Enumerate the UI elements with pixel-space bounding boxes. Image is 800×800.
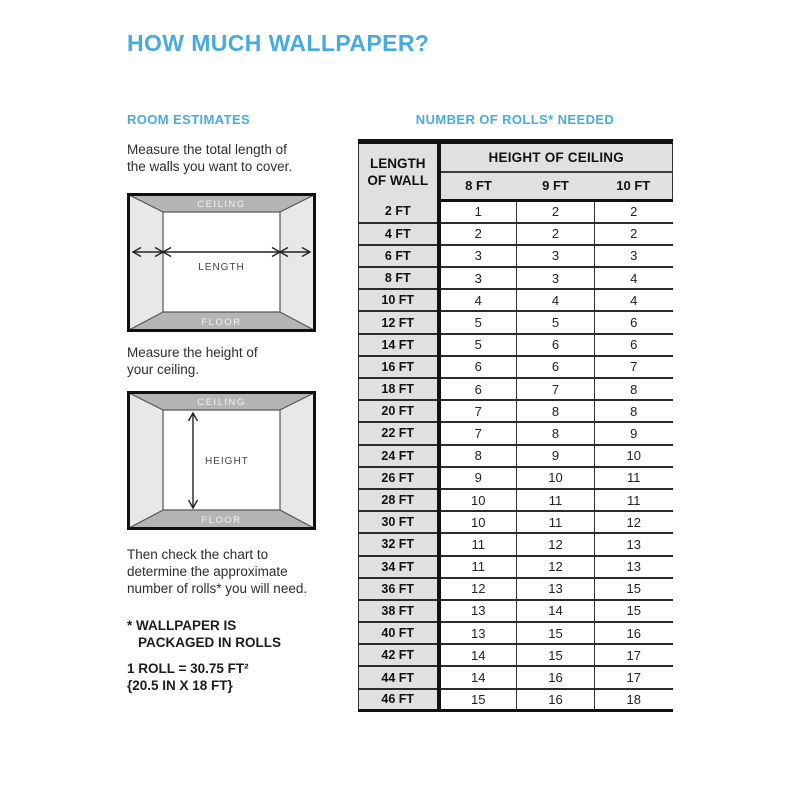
rolls-9ft-cell: 6 bbox=[517, 334, 595, 356]
rolls-9ft-cell: 5 bbox=[517, 311, 595, 333]
text-line: Measure the total length of bbox=[127, 142, 287, 157]
rolls-9ft-cell: 15 bbox=[517, 644, 595, 666]
wall-length-cell: 10 FT bbox=[359, 289, 439, 311]
rolls-10ft-cell: 9 bbox=[595, 422, 673, 444]
wall-length-cell: 16 FT bbox=[359, 356, 439, 378]
ceiling-9ft-header: 9 FT bbox=[517, 172, 595, 201]
wall-length-cell: 36 FT bbox=[359, 578, 439, 600]
wall-length-cell: 18 FT bbox=[359, 378, 439, 400]
rolls-8ft-cell: 11 bbox=[439, 556, 517, 578]
rolls-8ft-cell: 3 bbox=[439, 267, 517, 289]
wall-length-cell: 28 FT bbox=[359, 489, 439, 511]
left-wall-panel bbox=[129, 195, 163, 330]
rolls-8ft-cell: 5 bbox=[439, 311, 517, 333]
page-title: HOW MUCH WALLPAPER? bbox=[127, 30, 430, 56]
wall-length-cell: 24 FT bbox=[359, 445, 439, 467]
rolls-8ft-cell: 13 bbox=[439, 600, 517, 622]
wall-length-cell: 20 FT bbox=[359, 400, 439, 422]
text-line: {20.5 IN X 18 FT} bbox=[127, 678, 233, 693]
ceiling-label: CEILING bbox=[197, 199, 246, 210]
wall-length-cell: 30 FT bbox=[359, 511, 439, 533]
rolls-9ft-cell: 2 bbox=[517, 201, 595, 223]
table-row bbox=[359, 511, 673, 533]
table-row bbox=[359, 689, 673, 711]
table-row bbox=[359, 422, 673, 444]
rolls-9ft-cell: 15 bbox=[517, 622, 595, 644]
wall-length-cell: 44 FT bbox=[359, 666, 439, 688]
height-of-ceiling-header: HEIGHT OF CEILING bbox=[439, 142, 673, 172]
rolls-10ft-cell: 2 bbox=[595, 223, 673, 245]
rolls-9ft-cell: 9 bbox=[517, 445, 595, 467]
rolls-8ft-cell: 10 bbox=[439, 489, 517, 511]
instruction-measure-height bbox=[127, 344, 367, 378]
rolls-10ft-cell: 13 bbox=[595, 533, 673, 555]
rolls-10ft-cell: 4 bbox=[595, 267, 673, 289]
wall-length-cell: 34 FT bbox=[359, 556, 439, 578]
rolls-8ft-cell: 8 bbox=[439, 445, 517, 467]
wall-length-cell: 40 FT bbox=[359, 622, 439, 644]
left-wall-panel bbox=[129, 393, 163, 528]
wall-length-cell: 8 FT bbox=[359, 267, 439, 289]
rolls-10ft-cell: 13 bbox=[595, 556, 673, 578]
rolls-9ft-cell: 14 bbox=[517, 600, 595, 622]
rolls-9ft-cell: 11 bbox=[517, 489, 595, 511]
rolls-10ft-cell: 17 bbox=[595, 666, 673, 688]
rolls-8ft-cell: 1 bbox=[439, 201, 517, 223]
rolls-needed-table bbox=[358, 139, 673, 712]
room-length-diagram bbox=[127, 193, 316, 332]
rolls-9ft-cell: 3 bbox=[517, 267, 595, 289]
rolls-10ft-cell: 18 bbox=[595, 689, 673, 711]
rolls-10ft-cell: 4 bbox=[595, 289, 673, 311]
table-title: NUMBER OF ROLLS* NEEDED bbox=[415, 112, 615, 127]
rolls-9ft-cell: 7 bbox=[517, 378, 595, 400]
wall-length-cell: 42 FT bbox=[359, 644, 439, 666]
wall-length-cell: 46 FT bbox=[359, 689, 439, 711]
wall-length-cell: 6 FT bbox=[359, 245, 439, 267]
rolls-10ft-cell: 15 bbox=[595, 578, 673, 600]
ceiling-10ft-header: 10 FT bbox=[595, 172, 673, 201]
ceiling-8ft-header: 8 FT bbox=[439, 172, 517, 201]
roll-size-note bbox=[127, 660, 367, 694]
rolls-8ft-cell: 10 bbox=[439, 511, 517, 533]
instruction-check-chart bbox=[127, 546, 367, 597]
table-row bbox=[359, 400, 673, 422]
floor-label: FLOOR bbox=[201, 317, 242, 328]
wall-length-cell: 12 FT bbox=[359, 311, 439, 333]
section-title-room-estimates: ROOM ESTIMATES bbox=[127, 112, 251, 127]
table-row bbox=[359, 600, 673, 622]
wall-length-cell: 4 FT bbox=[359, 223, 439, 245]
table-row bbox=[359, 666, 673, 688]
table-row bbox=[359, 245, 673, 267]
text-line: Then check the chart to bbox=[127, 547, 269, 562]
ceiling-label: CEILING bbox=[197, 397, 246, 408]
rolls-9ft-cell: 3 bbox=[517, 245, 595, 267]
rolls-8ft-cell: 5 bbox=[439, 334, 517, 356]
rolls-10ft-cell: 16 bbox=[595, 622, 673, 644]
table-row bbox=[359, 334, 673, 356]
rolls-8ft-cell: 9 bbox=[439, 467, 517, 489]
table-row bbox=[359, 289, 673, 311]
wall-length-cell: 26 FT bbox=[359, 467, 439, 489]
rolls-10ft-cell: 7 bbox=[595, 356, 673, 378]
text-line: 1 ROLL = 30.75 FT² bbox=[127, 661, 249, 676]
table-row bbox=[359, 378, 673, 400]
rolls-9ft-cell: 16 bbox=[517, 689, 595, 711]
rolls-9ft-cell: 11 bbox=[517, 511, 595, 533]
rolls-9ft-cell: 8 bbox=[517, 422, 595, 444]
rolls-9ft-cell: 4 bbox=[517, 289, 595, 311]
rolls-8ft-cell: 13 bbox=[439, 622, 517, 644]
table-row bbox=[359, 578, 673, 600]
table-row bbox=[359, 267, 673, 289]
rolls-8ft-cell: 3 bbox=[439, 245, 517, 267]
rolls-10ft-cell: 8 bbox=[595, 400, 673, 422]
text-line: determine the approximate bbox=[127, 564, 288, 579]
rolls-9ft-cell: 13 bbox=[517, 578, 595, 600]
text-line: * WALLPAPER IS bbox=[127, 618, 237, 633]
text-line: your ceiling. bbox=[127, 362, 200, 377]
rolls-10ft-cell: 3 bbox=[595, 245, 673, 267]
length-label: LENGTH bbox=[198, 262, 245, 273]
table-row bbox=[359, 201, 673, 223]
instruction-measure-length bbox=[127, 141, 367, 175]
rolls-8ft-cell: 14 bbox=[439, 666, 517, 688]
rolls-8ft-cell: 15 bbox=[439, 689, 517, 711]
table-row bbox=[359, 467, 673, 489]
rolls-10ft-cell: 17 bbox=[595, 644, 673, 666]
text-line: PACKAGED IN ROLLS bbox=[138, 635, 282, 650]
rolls-9ft-cell: 12 bbox=[517, 533, 595, 555]
rolls-10ft-cell: 11 bbox=[595, 467, 673, 489]
rolls-9ft-cell: 16 bbox=[517, 666, 595, 688]
table-row bbox=[359, 622, 673, 644]
table-row bbox=[359, 445, 673, 467]
rolls-9ft-cell: 10 bbox=[517, 467, 595, 489]
header-line: LENGTH bbox=[370, 155, 426, 171]
rolls-8ft-cell: 11 bbox=[439, 533, 517, 555]
table-row bbox=[359, 311, 673, 333]
rolls-10ft-cell: 6 bbox=[595, 334, 673, 356]
wall-length-cell: 22 FT bbox=[359, 422, 439, 444]
rolls-10ft-cell: 8 bbox=[595, 378, 673, 400]
rolls-9ft-cell: 2 bbox=[517, 223, 595, 245]
text-line: the walls you want to cover. bbox=[127, 159, 293, 174]
rolls-8ft-cell: 7 bbox=[439, 400, 517, 422]
text-line: number of rolls* you will need. bbox=[127, 581, 308, 596]
length-of-wall-header bbox=[359, 142, 439, 201]
right-wall-panel bbox=[280, 393, 314, 528]
table-row bbox=[359, 533, 673, 555]
table-row bbox=[359, 223, 673, 245]
rolls-8ft-cell: 14 bbox=[439, 644, 517, 666]
rolls-8ft-cell: 2 bbox=[439, 223, 517, 245]
rolls-10ft-cell: 6 bbox=[595, 311, 673, 333]
rolls-10ft-cell: 2 bbox=[595, 201, 673, 223]
table-row bbox=[359, 644, 673, 666]
rolls-8ft-cell: 4 bbox=[439, 289, 517, 311]
rolls-10ft-cell: 11 bbox=[595, 489, 673, 511]
rolls-9ft-cell: 6 bbox=[517, 356, 595, 378]
rolls-8ft-cell: 6 bbox=[439, 378, 517, 400]
header-line: OF WALL bbox=[367, 173, 429, 189]
rolls-8ft-cell: 12 bbox=[439, 578, 517, 600]
wallpaper-rolls-footnote bbox=[127, 617, 367, 651]
height-label: HEIGHT bbox=[205, 456, 249, 467]
wall-length-cell: 2 FT bbox=[359, 201, 439, 223]
rolls-9ft-cell: 8 bbox=[517, 400, 595, 422]
right-wall-panel bbox=[280, 195, 314, 330]
wall-length-cell: 32 FT bbox=[359, 533, 439, 555]
table-row bbox=[359, 556, 673, 578]
rolls-10ft-cell: 10 bbox=[595, 445, 673, 467]
floor-label: FLOOR bbox=[201, 515, 242, 526]
table-row bbox=[359, 489, 673, 511]
text-line: Measure the height of bbox=[127, 345, 258, 360]
wall-length-cell: 38 FT bbox=[359, 600, 439, 622]
wall-length-cell: 14 FT bbox=[359, 334, 439, 356]
rolls-10ft-cell: 12 bbox=[595, 511, 673, 533]
room-height-diagram bbox=[127, 391, 316, 530]
rolls-8ft-cell: 6 bbox=[439, 356, 517, 378]
rolls-8ft-cell: 7 bbox=[439, 422, 517, 444]
rolls-10ft-cell: 15 bbox=[595, 600, 673, 622]
table-row bbox=[359, 356, 673, 378]
rolls-9ft-cell: 12 bbox=[517, 556, 595, 578]
